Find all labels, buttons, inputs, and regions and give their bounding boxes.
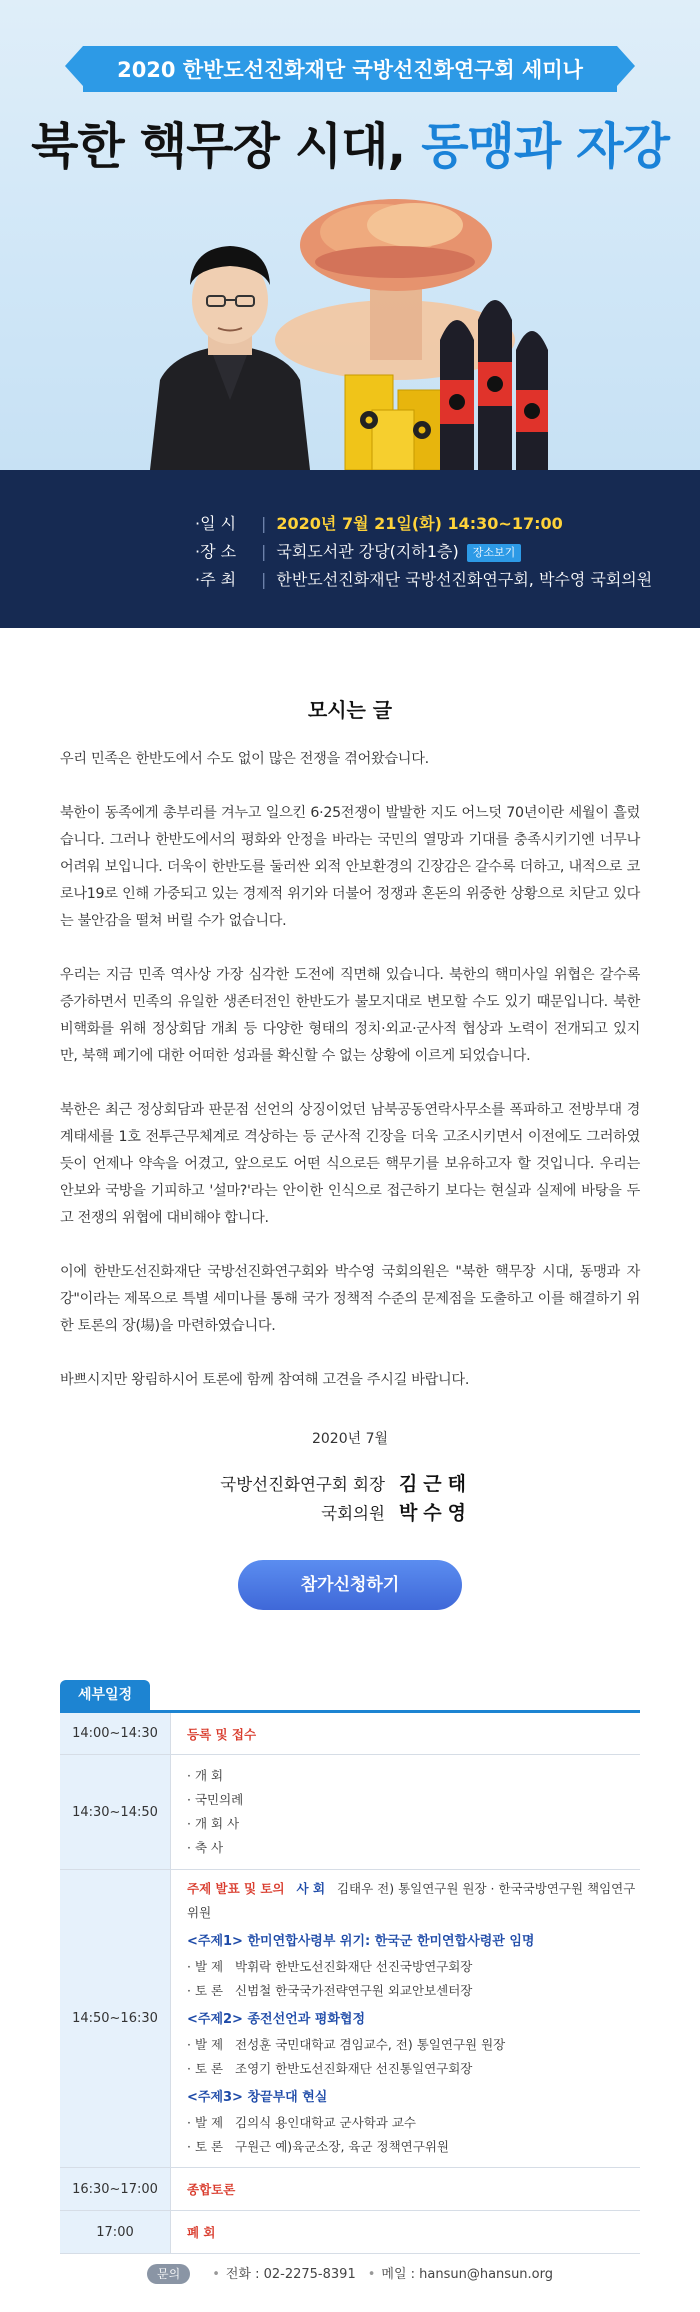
table-row <box>60 2168 640 2211</box>
info-separator: | <box>261 514 267 533</box>
apply-button[interactable]: 참가신청하기 <box>238 1560 462 1610</box>
info-separator: | <box>261 570 267 589</box>
info-host-label: ·주 최 <box>195 570 237 589</box>
schedule-time: 14:30~14:50 <box>60 1755 171 1870</box>
letter-date: 2020년 7월 <box>311 1431 389 1447</box>
role-label: · 발 제 <box>187 1958 224 1974</box>
list-item <box>187 2111 640 2135</box>
schedule-desc <box>171 1870 641 2168</box>
role-label: · 발 제 <box>187 2114 224 2130</box>
schedule-desc <box>171 2211 641 2254</box>
schedule-item-title: 등록 및 접수 <box>187 1726 257 1742</box>
event-info-band <box>0 470 700 628</box>
signature-role: 국방선진화연구회 회장 <box>220 1475 385 1494</box>
page-title <box>0 108 700 178</box>
letter-paragraph: 우리 민족은 한반도에서 수도 없이 많은 전쟁을 겪어왔습니다. <box>60 751 429 767</box>
schedule-time: 16:30~17:00 <box>60 2168 171 2211</box>
person-illustration-icon <box>150 246 310 470</box>
map-view-button[interactable]: 장소보기 <box>467 544 522 562</box>
list-item: · 개 회 사 <box>187 1816 240 1831</box>
info-date-value: 2020년 7월 21일(화) 14:30~17:00 <box>276 514 563 533</box>
list-item: · 개 회 <box>187 1768 224 1783</box>
topic-title: <주제3> 창끝부대 현실 <box>187 2089 328 2105</box>
list-item <box>187 2033 640 2057</box>
role-label: · 토 론 <box>187 2138 224 2154</box>
session-label: 주제 발표 및 토의 <box>187 1880 285 1896</box>
seminar-ribbon-text: 2020 한반도선진화재단 국방선진화연구회 세미나 <box>83 46 617 92</box>
letter-body <box>60 746 640 1421</box>
list-item: · 축 사 <box>187 1840 224 1855</box>
signature-block <box>220 1470 472 1528</box>
radioactive-barrels-icon <box>345 375 446 470</box>
session-header <box>187 1877 640 1925</box>
signature-name: 박수영 <box>398 1502 472 1524</box>
schedule-desc <box>171 1755 641 1870</box>
role-label: · 발 제 <box>187 2036 224 2052</box>
event-info-list <box>195 510 652 594</box>
schedule-table <box>60 1710 640 2254</box>
schedule-time: 14:50~16:30 <box>60 1870 171 2168</box>
speaker-name: 구원근 예)육군소장, 육군 정책연구위원 <box>235 2138 449 2154</box>
topic-title: <주제2> 종전선언과 평화협정 <box>187 2011 366 2027</box>
role-label: · 토 론 <box>187 1982 224 1998</box>
letter-paragraph: 이에 한반도선진화재단 국방선진화연구회와 박수영 국회의원은 "북한 핵무장 시대, 동맹과 자강"이라는 제목으로 특별 세미나를 통해 국가 정책적 수준의 문제점을 도출하고 이를 해결하기 위한 토론의 장(場)을 마련하였습니다. <box>60 1264 640 1334</box>
contact-footer <box>0 2263 700 2284</box>
speaker-name: 신범철 한국국가전략연구원 외교안보센터장 <box>235 1982 473 1998</box>
seminar-ribbon <box>0 46 700 92</box>
contact-email[interactable]: 메일 : hansun@hansun.org <box>381 2267 553 2282</box>
info-host-value: 한반도선진화재단 국방선진화연구회, 박수영 국회의원 <box>276 570 653 589</box>
moderator-label: 사 회 <box>296 1880 326 1896</box>
role-label: · 토 론 <box>187 2060 224 2076</box>
schedule-time: 14:00~14:30 <box>60 1712 171 1755</box>
speaker-name: 조영기 한반도선진화재단 선진통일연구회장 <box>235 2060 473 2076</box>
table-row <box>60 2211 640 2254</box>
signature-line-1 <box>220 1470 472 1499</box>
info-place-value: 국회도서관 강당(지하1층) <box>276 542 459 561</box>
contact-badge: 문의 <box>147 2264 190 2284</box>
page-title-accent: 동맹과 자강 <box>421 118 669 175</box>
speaker-name: 박휘락 한반도선진화재단 선진국방연구회장 <box>235 1958 473 1974</box>
table-row <box>60 1712 640 1755</box>
page-title-main: 북한 핵무장 시대, <box>31 118 422 175</box>
signature-line-2 <box>220 1499 472 1528</box>
info-date-label: ·일 시 <box>195 514 237 533</box>
list-item: · 국민의례 <box>187 1792 244 1807</box>
info-row-date <box>195 510 652 538</box>
info-place-label: ·장 소 <box>195 542 237 561</box>
info-separator: | <box>261 542 267 561</box>
topic-title: <주제1> 한미연합사령부 위기: 한국군 한미연합사령관 임명 <box>187 1933 535 1949</box>
info-row-host <box>195 566 652 594</box>
speaker-name: 전성훈 국민대학교 겸임교수, 전) 통일연구원 원장 <box>235 2036 506 2052</box>
schedule-section <box>60 1680 640 2254</box>
info-row-place <box>195 538 652 566</box>
letter-paragraph: 북한이 동족에게 총부리를 겨누고 일으킨 6·25전쟁이 발발한 지도 어느덧 70년이란 세월이 흘렀습니다. 그러나 한반도에서의 평화와 안정을 바라는 국민의 열망과 기대를 충족시키기엔 너무나 어려워 보입니다. 더욱이 한반도를 둘러싼 외적 안보환경의 긴장감은 갈수록 더하고, 내적으로 코로나19로 인해 가중되고 있는 경제적 위기와 더불어 정쟁과 혼돈의 위중한 상황으로 치닫고 있다는 불안감을 떨쳐 버릴 수가 없습니다. <box>60 805 640 929</box>
hero-banner <box>0 0 700 470</box>
schedule-item-title: 종합토론 <box>187 2182 236 2197</box>
list-item <box>187 1955 640 1979</box>
missiles-icon <box>440 300 548 470</box>
table-row <box>60 1755 640 1870</box>
bullet-icon: • <box>212 2267 220 2282</box>
moderator-name: 김태우 전) 통일연구원 원장 · 한국국방연구원 책임연구위원 <box>187 1880 636 1920</box>
schedule-item-title: 폐 회 <box>187 2225 216 2240</box>
letter-title: 모시는 글 <box>307 698 393 722</box>
letter-paragraph: 북한은 최근 정상회담과 판문점 선언의 상징이었던 남북공동연락사무소를 폭파하고 전방부대 경계태세를 1호 전투근무체계로 격상하는 등 군사적 긴장을 더욱 고조시키면서 이전에도 그러하였듯이 언제나 약속을 어겼고, 앞으로도 어떤 식으로든 핵무기를 보유하고자 할 것입니다. 우리는 안보와 국방을 기피하고 '설마?'라는 안이한 인식으로 접근하기 보다는 현실과 실제에 바탕을 두고 전쟁의 위협에 대비해야 합니다. <box>60 1102 640 1226</box>
schedule-desc <box>171 1712 641 1755</box>
list-item <box>187 1979 640 2003</box>
table-row <box>60 1870 640 2168</box>
letter-paragraph: 우리는 지금 민족 역사상 가장 심각한 도전에 직면해 있습니다. 북한의 핵미사일 위협은 갈수록 증가하면서 민족의 유일한 생존터전인 한반도가 불모지대로 변모할 수도 있기 때문입니다. 북한 비핵화를 위해 정상회담 개최 등 다양한 형태의 정치·외교·군사적 협상과 노력이 전개되고 있지만, 북핵 폐기에 대한 어떠한 성과를 확신할 수 없는 상황에 이르게 되었습니다. <box>60 967 640 1064</box>
list-item <box>187 2135 640 2159</box>
bullet-icon: • <box>367 2267 376 2282</box>
schedule-desc <box>171 2168 641 2211</box>
letter-paragraph: 바쁘시지만 왕림하시어 토론에 함께 참여해 고견을 주시길 바랍니다. <box>60 1372 470 1388</box>
signature-name: 김근태 <box>398 1473 472 1495</box>
speaker-name: 김의식 용인대학교 군사학과 교수 <box>235 2114 416 2130</box>
signature-role: 국회의원 <box>321 1504 385 1523</box>
schedule-tab: 세부일정 <box>60 1680 150 1710</box>
list-item <box>187 2057 640 2081</box>
contact-phone[interactable]: 전화 : 02-2275-8391 <box>225 2267 356 2282</box>
schedule-time: 17:00 <box>60 2211 171 2254</box>
invitation-letter <box>0 628 700 1648</box>
